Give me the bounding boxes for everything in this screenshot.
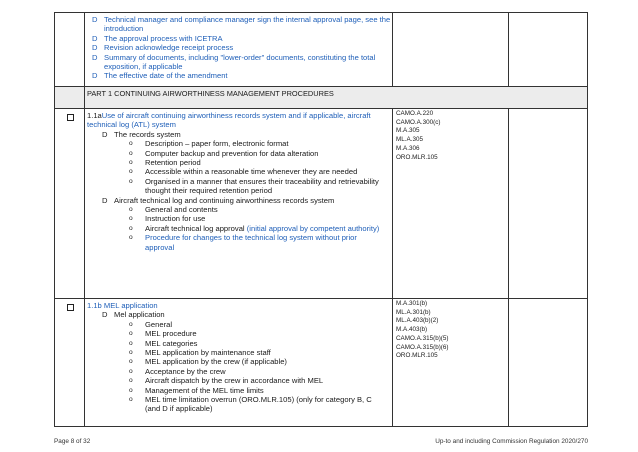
reference-list: CAMO.A.220 CAMO.A.300(c) M.A.305 ML.A.305 M.A.306 ORO.MLR.105 (396, 110, 441, 161)
bullet-item: o Management of the MEL time limits (129, 385, 264, 395)
content-cell (85, 109, 393, 298)
content-cell (85, 13, 393, 86)
list-item: D The effective date of the amendment (92, 71, 228, 81)
bullet-item: o General and contents (129, 205, 218, 215)
table-row-approval (55, 13, 587, 87)
list-item: D Aircraft technical log and continuing airworthiness records system (102, 195, 335, 205)
checkbox[interactable] (67, 114, 74, 121)
reference-cell (393, 109, 509, 298)
checkbox-cell (55, 87, 85, 108)
checkbox[interactable] (67, 304, 74, 311)
checklist-table (54, 12, 588, 427)
bullet-item: o Procedure for changes to the technical log system without prior approval (129, 233, 357, 252)
bullet-item: o MEL application by the crew (if applicable) (129, 357, 287, 367)
table-row-mel-application (55, 299, 587, 426)
bullet-item: o Aircraft dispatch by the crew in accordance with MEL (129, 376, 324, 386)
bullet-item: o Instruction for use (129, 214, 206, 224)
notes-cell (509, 109, 587, 298)
table-row-records-system (55, 109, 587, 299)
checkbox-cell (55, 109, 85, 298)
bullet-item: o MEL application by maintenance staff (129, 348, 271, 358)
checkbox-cell (55, 13, 85, 86)
bullet-item: o Accessible within a reasonable time whenever they are needed (129, 167, 358, 177)
list-item: D Mel application (102, 310, 165, 320)
notes-cell (509, 13, 587, 86)
page-number: Page 8 of 32 (54, 438, 91, 445)
bullet-item: o Description – paper form, electronic format (129, 139, 289, 149)
bullet-item: o MEL categories (129, 338, 198, 348)
part-header: PART 1 CONTINUING AIRWORTHINESS MANAGEMENT PROCEDURES (87, 89, 334, 98)
reference-cell (393, 299, 509, 426)
list-item: D Revision acknowledge receipt process (92, 43, 234, 53)
reference-cell (393, 13, 509, 86)
checkbox-cell (55, 299, 85, 426)
content-cell (85, 299, 393, 426)
bullet-item: o Aircraft technical log approval (initial approval by competent authority) (129, 223, 380, 233)
bullet-item: o MEL procedure (129, 329, 197, 339)
section-title: 1.1b MEL application (87, 301, 158, 310)
notes-cell (509, 299, 587, 426)
list-item: D Summary of documents, including "lower-order" documents, constituting the total exposition, if applicable (92, 52, 376, 72)
bullet-item: o MEL time limitation overrun (ORO.MLR.105) (only for category B, C (and D if applicable) (129, 395, 372, 414)
reference-list: M.A.301(b) ML.A.301(b) ML.A.403(b)(2) M.A.403(b) CAMO.A.315(b)(5) CAMO.A.315(b)(6) ORO.MLR.105 (396, 300, 449, 360)
table-row-part-header (55, 87, 587, 109)
list-item: D Technical manager and compliance manager sign the internal approval page, see the introduction (92, 15, 391, 34)
list-item: D The records system (102, 129, 181, 139)
bullet-item: o Retention period (129, 158, 201, 168)
bullet-item: o Organised in a manner that ensures their traceability and retrievability thought their required retention period (129, 176, 379, 196)
list-item: D The approval process with ICETRA (92, 33, 223, 43)
section-title: 1.1aUse of aircraft continuing airworthiness records system and if applicable, aircraft technical log (ATL) system (87, 111, 371, 130)
bullet-item: o General (129, 319, 173, 329)
regulation-note: Up-to and including Commission Regulation 2020/270 (435, 438, 588, 445)
bullet-item: o Acceptance by the crew (129, 366, 226, 376)
bullet-item: o Computer backup and prevention for data alteration (129, 148, 319, 158)
